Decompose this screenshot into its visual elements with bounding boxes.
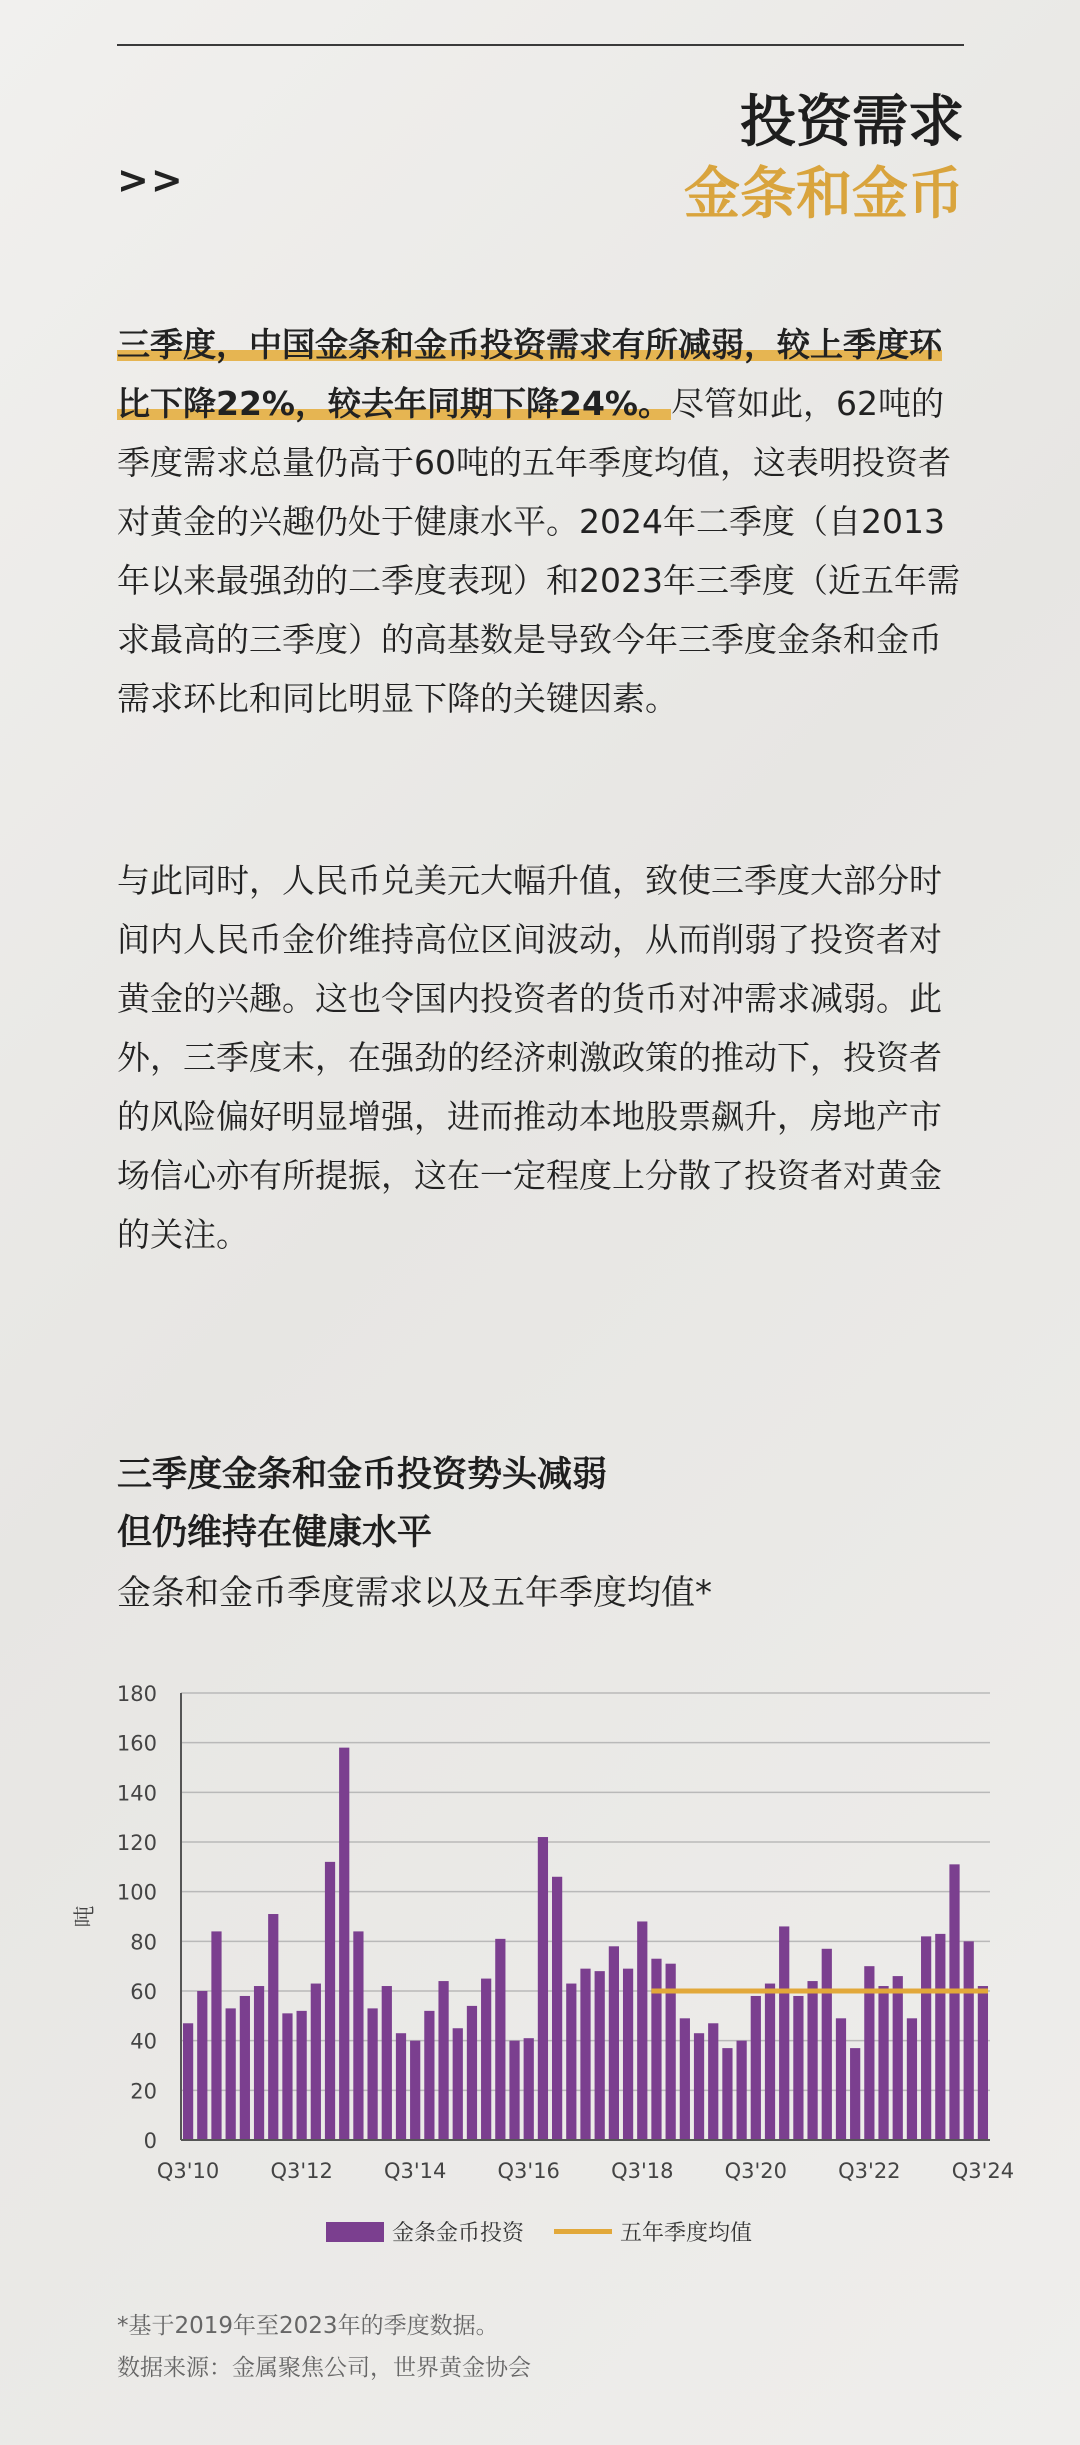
bar: [609, 1946, 619, 2140]
x-tick-label: Q3'14: [383, 2159, 447, 2183]
y-tick-label: 60: [130, 1980, 157, 2004]
bar: [623, 1969, 633, 2140]
bar: [878, 1986, 888, 2140]
bar: [467, 2006, 477, 2140]
bar: [765, 1984, 775, 2140]
bar: [708, 2023, 718, 2140]
bar: [850, 2048, 860, 2140]
chart-title-line1: 三季度金条和金币投资势头减弱: [117, 1455, 608, 1495]
bar: [410, 2041, 420, 2140]
section-title: 投资需求: [740, 90, 964, 155]
bar: [822, 1949, 832, 2140]
y-tick-label: 120: [116, 1831, 157, 1855]
chart-subtitle: 金条和金币季度需求以及五年季度均值*: [117, 1573, 712, 1613]
bar: [282, 2013, 292, 2140]
y-tick-label: 0: [143, 2129, 157, 2153]
bar: [524, 2038, 534, 2140]
legend-line-swatch: [554, 2229, 612, 2234]
y-tick-label: 160: [116, 1731, 157, 1756]
legend-bar-swatch: [326, 2222, 384, 2242]
y-tick-label: 80: [130, 1930, 157, 1955]
bar-chart: [0, 1650, 1080, 2250]
x-tick-label: Q3'24: [951, 2159, 1015, 2183]
bar: [680, 2018, 690, 2140]
y-tick-label: 100: [116, 1880, 157, 1905]
legend-line-label: 五年季度均值: [620, 2221, 753, 2246]
paragraph-1-highlight: 三季度，中国金条和金币投资需求有所减弱，较上季度环比下降22%，较去年同期下降24%。: [117, 325, 942, 423]
bar: [183, 2023, 193, 2140]
y-tick-label: 20: [130, 2079, 157, 2104]
bar: [297, 2011, 307, 2140]
bar: [595, 1971, 605, 2140]
source-note: 数据来源：金属聚焦公司，世界黄金协会: [117, 2355, 531, 2381]
bar: [807, 1981, 817, 2140]
bar: [382, 1986, 392, 2140]
bar: [268, 1914, 278, 2140]
x-tick-label: Q3'18: [611, 2159, 674, 2183]
bar: [481, 1979, 491, 2140]
bar: [438, 1981, 448, 2140]
bar: [779, 1926, 789, 2140]
x-tick-label: Q3'20: [724, 2159, 788, 2183]
bar: [396, 2033, 406, 2140]
legend-bar-label: 金条金币投资: [392, 2221, 525, 2246]
y-tick-label: 180: [116, 1682, 157, 1706]
bar: [935, 1934, 945, 2140]
y-tick-label: 40: [130, 2029, 157, 2054]
bar: [964, 1941, 974, 2140]
footnote: *基于2019年至2023年的季度数据。: [117, 2313, 499, 2339]
bar: [722, 2048, 732, 2140]
bar: [367, 2008, 377, 2140]
section-subtitle: 金条和金币: [684, 162, 964, 227]
bar: [495, 1939, 505, 2140]
chevron-marker: >>: [117, 158, 185, 202]
bar: [538, 1837, 548, 2140]
y-axis-label: 吨: [73, 1905, 98, 1928]
bar: [311, 1984, 321, 2140]
bar: [353, 1931, 363, 2140]
bar: [978, 1986, 988, 2140]
bar: [836, 2018, 846, 2140]
chart-legend: [326, 2216, 752, 2247]
bar: [453, 2028, 463, 2140]
bar: [694, 2033, 704, 2140]
bar: [226, 2008, 236, 2140]
chart-title-line2: 但仍维持在健康水平: [117, 1513, 433, 1553]
bar: [793, 1996, 803, 2140]
bar: [907, 2018, 917, 2140]
x-tick-label: Q3'22: [838, 2159, 901, 2183]
paragraph-2: 与此同时，人民币兑美元大幅升值，致使三季度大部分时间内人民币金价维持高位区间波动，从而削弱了投资者对黄金的兴趣。这也令国内投资者的货币对冲需求减弱。此外，三季度末，在强劲的经济刺激政策的推动下，投资者的风险偏好明显增强，进而推动本地股票飙升，房地产市场信心亦有所提振，这在一定程度上分散了投资者对黄金的关注。: [117, 861, 942, 1254]
x-tick-label: Q3'10: [156, 2159, 220, 2183]
paragraph-1: [117, 315, 964, 728]
x-tick-label: Q3'16: [497, 2159, 560, 2183]
bar: [211, 1931, 221, 2140]
bar: [921, 1936, 931, 2140]
bar: [509, 2041, 519, 2140]
bar: [737, 2041, 747, 2140]
bar: [325, 1862, 335, 2140]
y-tick-label: 140: [116, 1781, 157, 1806]
top-rule: [117, 44, 964, 46]
bar: [424, 2011, 434, 2140]
bar: [240, 1996, 250, 2140]
bar: [949, 1864, 959, 2140]
bar: [651, 1959, 661, 2140]
bar: [197, 1991, 207, 2140]
bar: [893, 1976, 903, 2140]
bar: [580, 1969, 590, 2140]
bar: [751, 1996, 761, 2140]
bar: [254, 1986, 264, 2140]
bar: [637, 1921, 647, 2140]
paragraph-1-text: 尽管如此，62吨的季度需求总量仍高于60吨的五年季度均值，这表明投资者对黄金的兴趣仍处于健康水平。2024年二季度（自2013年以来最强劲的二季度表现）和2023年三季度（近五年需求最高的三季度）的高基数是导致今年三季度金条和金币需求环比和同比明显下降的关键因素。: [117, 384, 960, 718]
bar: [566, 1984, 576, 2140]
bar: [339, 1748, 349, 2140]
bar: [552, 1877, 562, 2140]
x-tick-label: Q3'12: [270, 2159, 333, 2183]
